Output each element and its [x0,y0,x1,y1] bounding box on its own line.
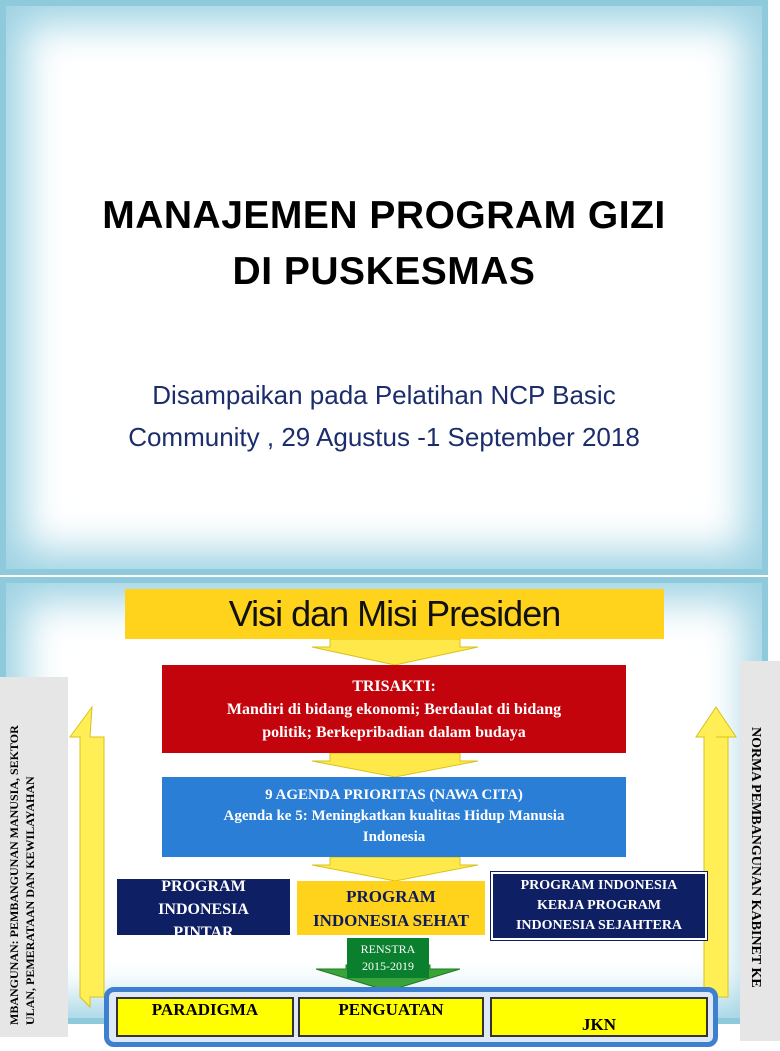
left-vertical-line-1: MBANGUNAN: PEMBANGUNAN MANUSIA, SEKTOR [7,725,21,1025]
trisakti-line-2: Mandiri di bidang ekonomi; Berdaulat di bidang [226,701,562,718]
pip-line-3: PINTAR [173,924,234,941]
pis-line-1: PROGRAM [346,887,436,906]
pik-line-2: KERJA PROGRAM [536,898,662,913]
down-arrow-2 [312,753,478,777]
left-vertical-line-2: ULAN, PEMERATAAN DAN KEWILAYAHAN [23,776,37,1025]
renstra-line-2: 2015-2019 [362,959,414,973]
pis-line-2: INDONESIA SEHAT [312,911,470,930]
agenda-line-3: Indonesia [362,829,426,845]
slide-title [40,188,728,300]
trisakti-line-3: politik; Berkepribadian dalam budaya [262,724,526,741]
pillar-penguatan: PENGUATAN [298,997,484,1037]
right-up-arrow [696,707,736,997]
agenda-box [162,777,626,857]
pip-line-2: INDONESIA [158,901,249,918]
program-indonesia-sehat-box [297,881,485,935]
agenda-line-1: 9 AGENDA PRIORITAS (NAWA CITA) [265,787,523,803]
right-vertical-text: NORMA PEMBANGUNAN KABINET KE [748,727,763,988]
subtitle-line-1: Disampaikan pada Pelatihan NCP Basic [152,380,616,410]
pillar-jkn: JKN [490,997,708,1037]
left-up-arrow [70,707,104,1007]
left-vertical-text [6,695,38,1025]
slide-subtitle [40,374,728,458]
vision-mission-slide [0,577,768,1034]
pik-line-3: INDONESIA SEJAHTERA [515,918,683,933]
pillar-paradigma: PARADIGMA [116,997,294,1037]
pip-line-1: PROGRAM [161,878,246,895]
title-line-1: MANAJEMEN PROGRAM GIZI [102,194,666,237]
program-indonesia-kerja-box [491,872,707,940]
renstra-line-1: RENSTRA [360,942,416,956]
agenda-line-2: Agenda ke 5: Meningkatkan kualitas Hidup Manusia [223,808,565,824]
down-arrow-1 [312,639,478,665]
vision-mission-header: Visi dan Misi Presiden [125,589,664,639]
subtitle-line-2: Community , 29 Agustus -1 September 2018 [128,422,640,452]
title-line-2: DI PUSKESMAS [232,250,536,293]
pik-line-1: PROGRAM INDONESIA [520,878,678,893]
renstra-badge [347,938,429,978]
trisakti-box [162,665,626,753]
program-indonesia-pintar-box [117,878,290,941]
trisakti-line-1: TRISAKTI: [352,678,436,695]
down-arrow-3 [312,857,478,881]
